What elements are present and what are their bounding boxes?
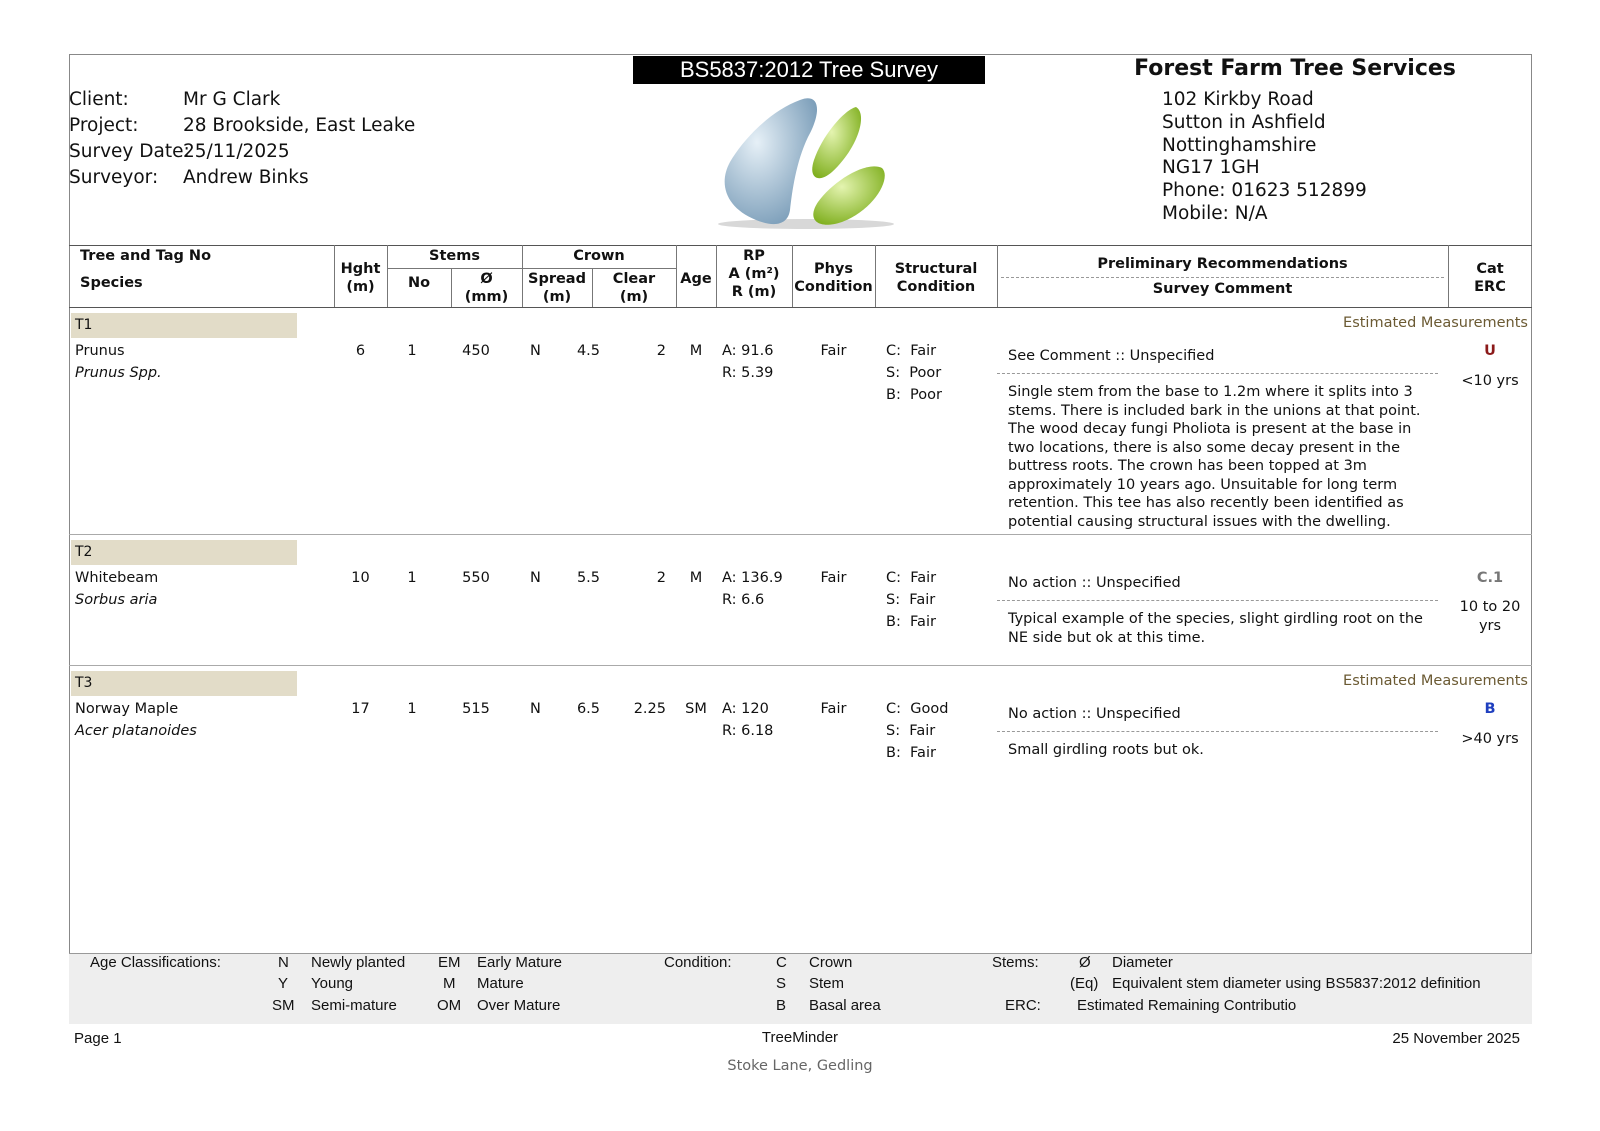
tree-height: 10	[351, 570, 370, 586]
rp-radius: R: 5.39	[722, 365, 774, 381]
col-crown: Crown	[573, 248, 625, 264]
col-structural: Structural Condition	[894, 261, 978, 295]
phone: Phone: 01623 512899	[1162, 180, 1367, 201]
col-stems: Stems	[429, 248, 480, 264]
report-title: BS5837:2012 Tree Survey	[633, 56, 985, 84]
col-prelim: Preliminary Recommendations	[1097, 256, 1348, 272]
header-bottom-rule	[69, 307, 1532, 308]
col-cat: Cat ERC	[1474, 261, 1506, 295]
col-survey-comment: Survey Comment	[1152, 281, 1293, 297]
tree-clear: 2.25	[633, 701, 666, 717]
structural-stem: S: Poor	[886, 365, 942, 381]
tree-tag: T3	[71, 671, 297, 696]
phys-condition: Fair	[820, 701, 847, 717]
survey-comment: Small girdling roots but ok.	[1008, 742, 1204, 758]
address-line: Nottinghamshire	[1162, 135, 1317, 156]
tree-name: Prunus	[75, 343, 125, 359]
col-stems-dia: Ø (mm)	[464, 271, 509, 305]
col-species: Species	[80, 275, 143, 291]
rp-radius: R: 6.6	[722, 592, 765, 608]
col-spread: Spread (m)	[528, 271, 586, 305]
tree-stems: 1	[407, 570, 417, 586]
tree-species: Acer platanoides	[75, 723, 197, 739]
structural-stem: S: Fair	[886, 592, 936, 608]
structural-crown: C: Good	[886, 701, 949, 717]
tree-tag: T1	[71, 313, 297, 338]
company-logo-icon	[710, 92, 910, 232]
surveyor-row: Surveyor: Andrew Binks	[69, 167, 309, 188]
tree-age: M	[689, 570, 703, 586]
phys-condition: Fair	[820, 570, 847, 586]
erc: <10 yrs	[1461, 373, 1519, 389]
rp-radius: R: 6.18	[722, 723, 774, 739]
client-value: Mr G Clark	[183, 89, 281, 110]
survey-comment: Single stem from the base to 1.2m where it splits into 3 stems. There is included bark in the unions at that point. The wood decay fungi Pholiota is present at the base in two locations, there is also some decay present in the buttress roots. The crown has been topped at 3m approximately 10 years ago. Unsuitable for long term retention. This tee has also recently been identified as potential causing structural issues with the dwelling.	[1008, 384, 1421, 530]
tree-name: Whitebeam	[75, 570, 159, 586]
legend-stems-title: Stems:	[992, 954, 1039, 971]
recommendation: See Comment :: Unspecified	[1008, 348, 1215, 364]
col-phys: Phys Condition	[794, 261, 873, 295]
survey-date-row: Survey Date:25/11/2025	[69, 141, 290, 162]
company-name: Forest Farm Tree Services	[1134, 56, 1456, 81]
legend-condition-title: Condition:	[664, 954, 732, 971]
address-line: NG17 1GH	[1162, 157, 1260, 178]
estimated-note: Estimated Measurements	[1343, 673, 1528, 689]
col-rp: RP A (m²) R (m)	[728, 248, 780, 300]
tree-tag: T2	[71, 540, 297, 565]
survey-comment: Typical example of the species, slight girdling root on the NE side but ok at this time.	[1008, 611, 1423, 646]
category: C.1	[1476, 570, 1504, 586]
category: U	[1484, 343, 1496, 359]
col-hght: Hght (m)	[340, 261, 381, 295]
rp-area: A: 136.9	[722, 570, 783, 586]
legend-age-title: Age Classifications:	[90, 954, 221, 971]
recommendation: No action :: Unspecified	[1008, 706, 1181, 722]
tree-stems: 1	[407, 701, 417, 717]
project-value: 28 Brookside, East Leake	[183, 115, 416, 136]
spread-direction: N	[530, 343, 541, 359]
footer-date: 25 November 2025	[1392, 1030, 1520, 1047]
recommendation: No action :: Unspecified	[1008, 575, 1181, 591]
col-stems-no: No	[407, 275, 431, 291]
structural-stem: S: Fair	[886, 723, 936, 739]
rp-area: A: 120	[722, 701, 769, 717]
phys-condition: Fair	[820, 343, 847, 359]
tree-age: SM	[685, 701, 707, 717]
spread-direction: N	[530, 701, 541, 717]
col-tree-tag: Tree and Tag No	[80, 248, 212, 264]
structural-basal: B: Fair	[886, 745, 936, 761]
tree-dia: 450	[462, 343, 490, 359]
tree-name: Norway Maple	[75, 701, 179, 717]
address-line: 102 Kirkby Road	[1162, 89, 1314, 110]
tree-species: Sorbus aria	[75, 592, 158, 608]
footer-app: TreeMinder	[761, 1029, 839, 1046]
legend-erc-title: ERC:	[1005, 997, 1041, 1014]
header-top-rule	[69, 245, 1532, 246]
tree-height: 17	[351, 701, 370, 717]
tree-age: M	[689, 343, 703, 359]
erc: >40 yrs	[1461, 731, 1519, 747]
estimated-note: Estimated Measurements	[1343, 315, 1528, 331]
erc: 10 to 20 yrs	[1459, 599, 1521, 634]
col-clear: Clear (m)	[612, 271, 656, 305]
mobile: Mobile: N/A	[1162, 203, 1268, 224]
footer-site: Stoke Lane, Gedling	[727, 1058, 873, 1074]
tree-clear: 2	[656, 570, 666, 586]
structural-crown: C: Fair	[886, 570, 937, 586]
structural-basal: B: Poor	[886, 387, 942, 403]
tree-spread: 5.5	[576, 570, 600, 586]
client-row: Client: Mr G Clark	[69, 89, 281, 110]
category: B	[1484, 701, 1496, 717]
tree-dia: 550	[462, 570, 490, 586]
tree-stems: 1	[407, 343, 417, 359]
surveyor-value: Andrew Binks	[183, 167, 309, 188]
tree-spread: 4.5	[576, 343, 600, 359]
tree-dia: 515	[462, 701, 490, 717]
structural-basal: B: Fair	[886, 614, 936, 630]
spread-direction: N	[530, 570, 541, 586]
tree-height: 6	[355, 343, 366, 359]
structural-crown: C: Fair	[886, 343, 937, 359]
address-line: Sutton in Ashfield	[1162, 112, 1326, 133]
tree-clear: 2	[656, 343, 666, 359]
rp-area: A: 91.6	[722, 343, 774, 359]
tree-spread: 6.5	[576, 701, 600, 717]
project-row: Project: 28 Brookside, East Leake	[69, 115, 416, 136]
page-number: Page 1	[74, 1030, 122, 1047]
survey-date-value: 25/11/2025	[183, 141, 290, 162]
tree-species: Prunus Spp.	[75, 365, 162, 381]
col-age: Age	[680, 271, 712, 287]
